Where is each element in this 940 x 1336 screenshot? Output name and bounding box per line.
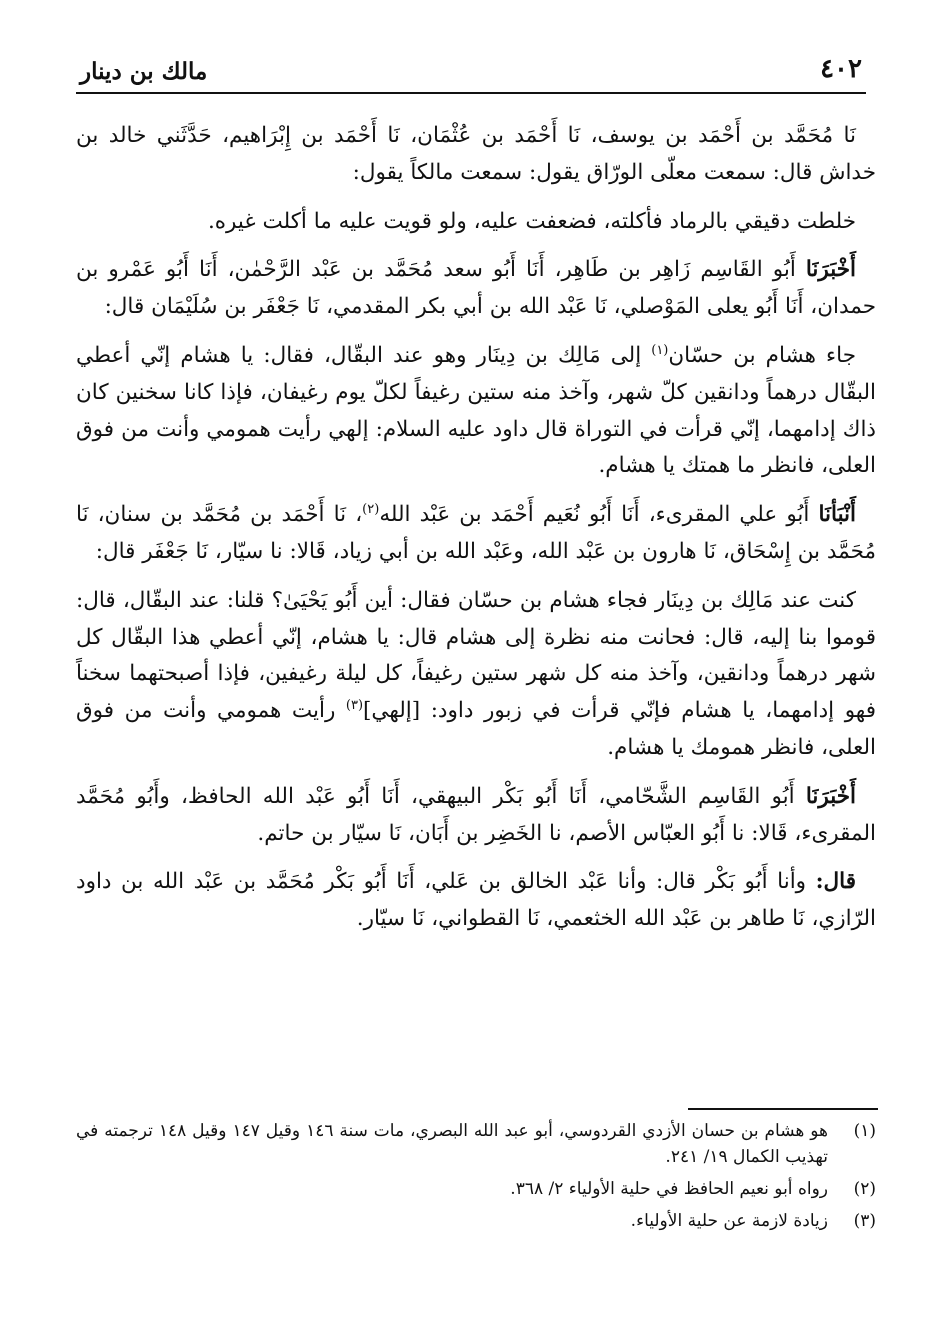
paragraph-1 — [76, 118, 876, 192]
footnote-3-text: زيادة لازمة عن حلية الأولياء. — [630, 1211, 828, 1231]
paragraph-2-text: خلطت دقيقي بالرماد فأكلته، فضعفت عليه، ولو قويت عليه ما أكلت غيره. — [207, 208, 856, 234]
paragraph-5-lead: أَنْبَأنَا — [818, 502, 857, 528]
page-number: ٤٠٢ — [820, 54, 862, 84]
paragraph-7-text: أَبُو القَاسِم الشَّحّامي، أَنَا أَبُو بَكْر البيهقي، أَنَا أَبُو عَبْد الله الحافظ، وأَبُو مُحَمَّد المقرىء، قَالا: نا أَبُو العبّاس الأصم، نا الخَضِر بن أَبَان، نَا سيّار بن حاتم. — [76, 783, 876, 846]
footnote-2-number: (٢) — [853, 1179, 876, 1199]
footnote-separator — [688, 1108, 878, 1110]
page-header — [76, 52, 866, 94]
paragraph-4 — [76, 338, 876, 485]
footnote-2-text: رواه أبو نعيم الحافظ في حلية الأولياء ٢/ ٣٦٨. — [510, 1179, 828, 1199]
main-text — [76, 118, 876, 950]
paragraph-6-text: كنت عند مَالِك بن دِينَار فجاء هشام بن حسّان فقال: أين أَبُو يَحْيَىٰ؟ قلنا: عند البقّال، قال: قوموا بنا إليه، قال: فحانت منه نظرة إلى هشام قال: يا هشام، إنّي أعطي هذا البقّال كل شهر درهماً ودانقين، وآخذ منه كل شهر ستين رغيفاً، كل ليلة رغيفين، فإذا أصبحتهما سخناً فهو إدامهما، يا هشام فإنّي قرأت في زبور داود: [إلهي] — [76, 587, 876, 724]
paragraph-3 — [76, 252, 876, 326]
paragraph-6-tail: رأيت همومي وأنت من فوق العلى، فانظر همومك يا هشام. — [76, 698, 876, 760]
footnote-1-number: (١) — [853, 1121, 876, 1141]
paragraph-7-lead: أَخْبَرَنَا — [805, 783, 856, 809]
paragraph-4-text: جاء هشام بن حسّان — [668, 342, 857, 368]
paragraph-3-text: أَبُو القَاسِم زَاهِر بن طَاهِر، أَنَا أَبُو سعد مُحَمَّد بن عَبْد الرَّحْمٰن، أَنَا أَبُو عَمْرو بن حمدان، أَنَا أَبُو يعلى المَوْصلي، نَا عَبْد الله بن أبي بكر المقدمي، نَا جَعْفَر بن سُلَيْمَان قال: — [76, 257, 876, 320]
paragraph-1-text: نَا مُحَمَّد بن أَحْمَد بن يوسف، نَا أَحْمَد بن عُثْمَان، نَا أَحْمَد بن إِبْرَاهيم، حَدَّثَني خالد بن خداش قال: سمعت معلّى الورّاق يقول: سمعت مالكاً يقول: — [76, 123, 876, 185]
paragraph-5 — [76, 497, 876, 571]
paragraph-3-lead: أَخْبَرَنَا — [805, 257, 856, 283]
paragraph-8-text: وأنا أَبُو بَكْر قال: وأنا عَبْد الخالق بن عَلي، أَنَا أَبُو بَكْر مُحَمَّد بن عَبْد الله بن داود الرّازي، نَا طاهر بن عَبْد الله الخثعمي، نَا القطواني، نَا سيّار. — [76, 869, 876, 932]
paragraph-6 — [76, 583, 876, 767]
running-title: مالك بن دينار — [80, 58, 208, 85]
footnote-1-text: هو هشام بن حسان الأزدي القردوسي، أبو عبد الله البصري، مات سنة ١٤٦ وقيل ١٤٧ وقيل ١٤٨ ترجمته في تهذيب الكمال ١٩/ ٢٤١. — [76, 1121, 829, 1167]
footnote-ref-3[interactable]: (٣) — [345, 698, 364, 713]
paragraph-8-lead: قال: — [815, 869, 856, 895]
paragraph-8 — [76, 864, 876, 938]
footnote-1 — [76, 1118, 876, 1170]
paragraph-4-tail: إلى مَالِك بن دِينَار وهو عند البقّال، فقال: يا هشام إنّي أعطي البقّال درهماً ودانقين كلّ شهر، وآخذ منه ستين رغيفاً لكلّ يوم رغيفان، فإذا كانا سخنين كان ذاك إدامهما، إنّي قرأت في التوراة قال داود عليه السلام: إلهي رأيت همومي وأنت من فوق العلى، فانظر ما همتك يا هشام. — [76, 342, 876, 479]
footnote-3 — [76, 1208, 876, 1234]
footnote-3-number: (٣) — [853, 1211, 876, 1231]
paragraph-5-tail: ، نَا أَحْمَد بن مُحَمَّد بن سنان، نَا مُحَمَّد بن إِسْحَاق، نَا هارون بن عَبْد الله، وعَبْد الله بن أبي زياد، قَالا: نا سيّار، نَا جَعْفَر قال: — [76, 502, 876, 564]
footnote-ref-2[interactable]: (٢) — [362, 502, 380, 518]
paragraph-2 — [76, 204, 876, 241]
footnote-2 — [76, 1176, 876, 1202]
footnote-ref-1[interactable]: (١) — [651, 342, 669, 358]
paragraph-7 — [76, 779, 876, 853]
paragraph-5-text: أَبُو علي المقرىء، أَنَا أَبُو نُعَيم أَحْمَد بن عَبْد الله — [379, 502, 819, 528]
footnotes — [76, 1118, 876, 1240]
